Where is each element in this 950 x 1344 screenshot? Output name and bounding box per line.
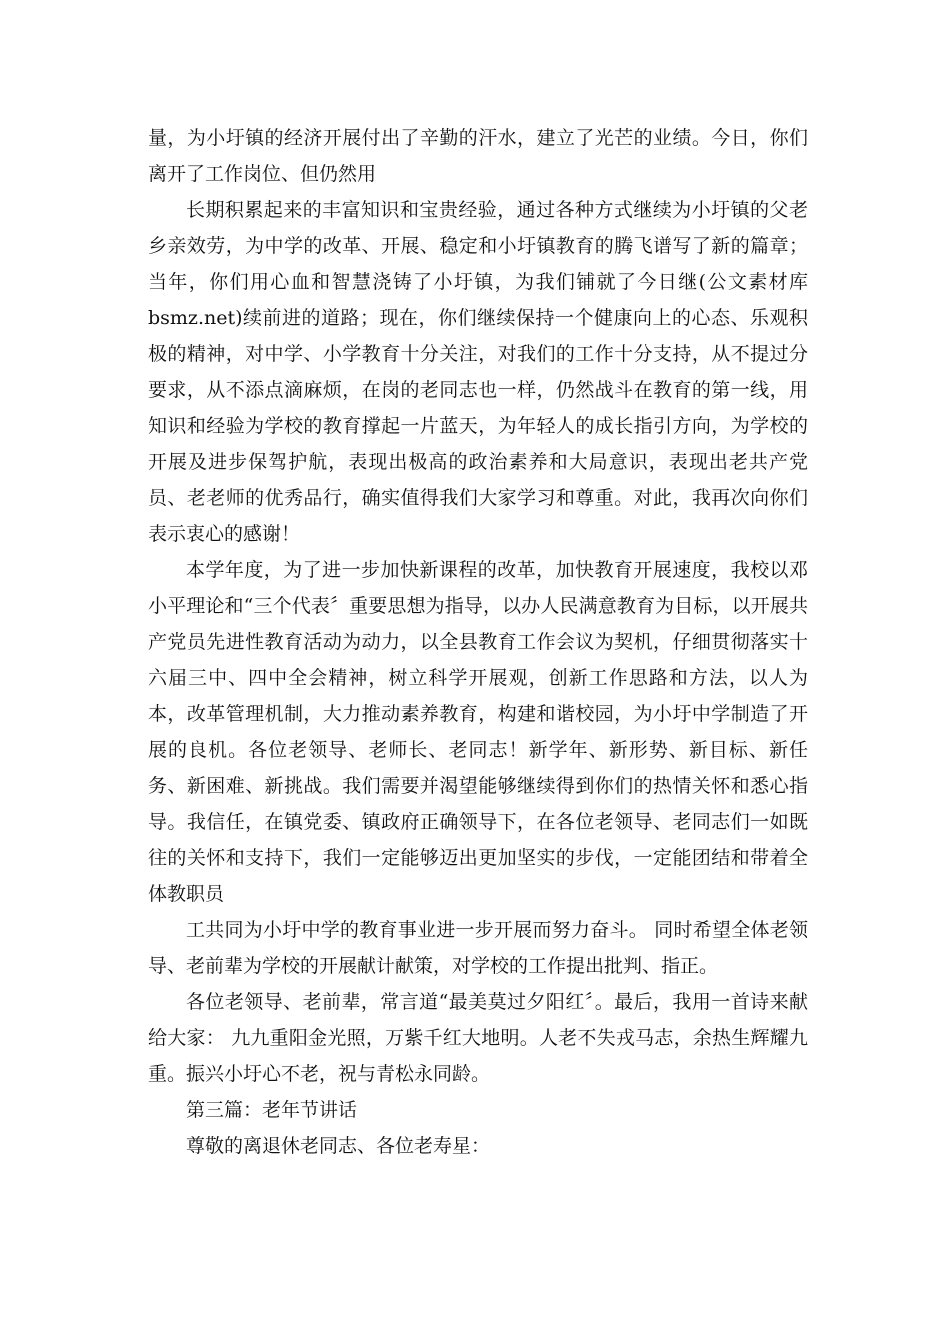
salutation: 尊敬的离退休老同志、各位老寿星： bbox=[186, 1135, 491, 1157]
paragraph-continuation: 量，为小圩镇的经济开展付出了辛勤的汗水，建立了光芒的业绩。今日，你们离开了工作岗位、但仍然用 bbox=[148, 127, 808, 185]
document-body bbox=[148, 120, 808, 1164]
paragraph: 本学年度，为了进一步加快新课程的改革，加快教育开展速度，我校以邓小平理论和“三个代表〞重要思想为指导，以办人民满意教育为目标，以开展共产党员先进性教育活动为动力，以全县教育工作会议为契机，仔细贯彻落实十六届三中、四中全会精神，树立科学开展观，创新工作思路和方法，以人为本，改革管理机制，大力推动素养教育，构建和谐校园，为小圩中学制造了开展的良机。各位老领导、老师长、老同志！新学年、新形势、新目标、新任务、新困难、新挑战。我们需要并渴望能够继续得到你们的热情关怀和悉心指导。我信任，在镇党委、镇政府正确领导下，在各位老领导、老同志们一如既往的关怀和支持下，我们一定能够迈出更加坚实的步伐，一定能团结和带着全体教职员 bbox=[148, 559, 808, 905]
paragraph: 工共同为小圩中学的教育事业进一步开展而努力奋斗。 同时希望全体老领导、老前辈为学校的开展献计献策，对学校的工作提出批判、指正。 bbox=[148, 919, 808, 977]
paragraph: 长期积累起来的丰富知识和宝贵经验，通过各种方式继续为小圩镇的父老乡亲效劳，为中学的改革、开展、稳定和小圩镇教育的腾飞谱写了新的篇章；当年，你们用心血和智慧浇铸了小圩镇，为我们铺就了今日继(公文素材库bsmz.net)续前进的道路；现在，你们继续保持一个健康向上的心态、乐观积极的精神，对中学、小学教育十分关注，对我们的工作十分支持，从不提过分要求，从不添点滴麻烦，在岗的老同志也一样，仍然战斗在教育的第一线，用知识和经验为学校的教育撑起一片蓝天，为年轻人的成长指引方向，为学校的开展及进步保驾护航，表现出极高的政治素养和大局意识，表现出老共产党员、老老师的优秀品行，确实值得我们大家学习和尊重。对此，我再次向你们表示衷心的感谢！ bbox=[148, 199, 808, 545]
paragraph: 各位老领导、老前辈，常言道“最美莫过夕阳红〞。最后，我用一首诗来献给大家： 九九重阳金光照，万紫千红大地明。人老不失戎马志，余热生辉耀九重。振兴小圩心不老，祝与青松永同龄。 bbox=[148, 991, 808, 1085]
section-heading: 第三篇：老年节讲话 bbox=[186, 1099, 358, 1121]
